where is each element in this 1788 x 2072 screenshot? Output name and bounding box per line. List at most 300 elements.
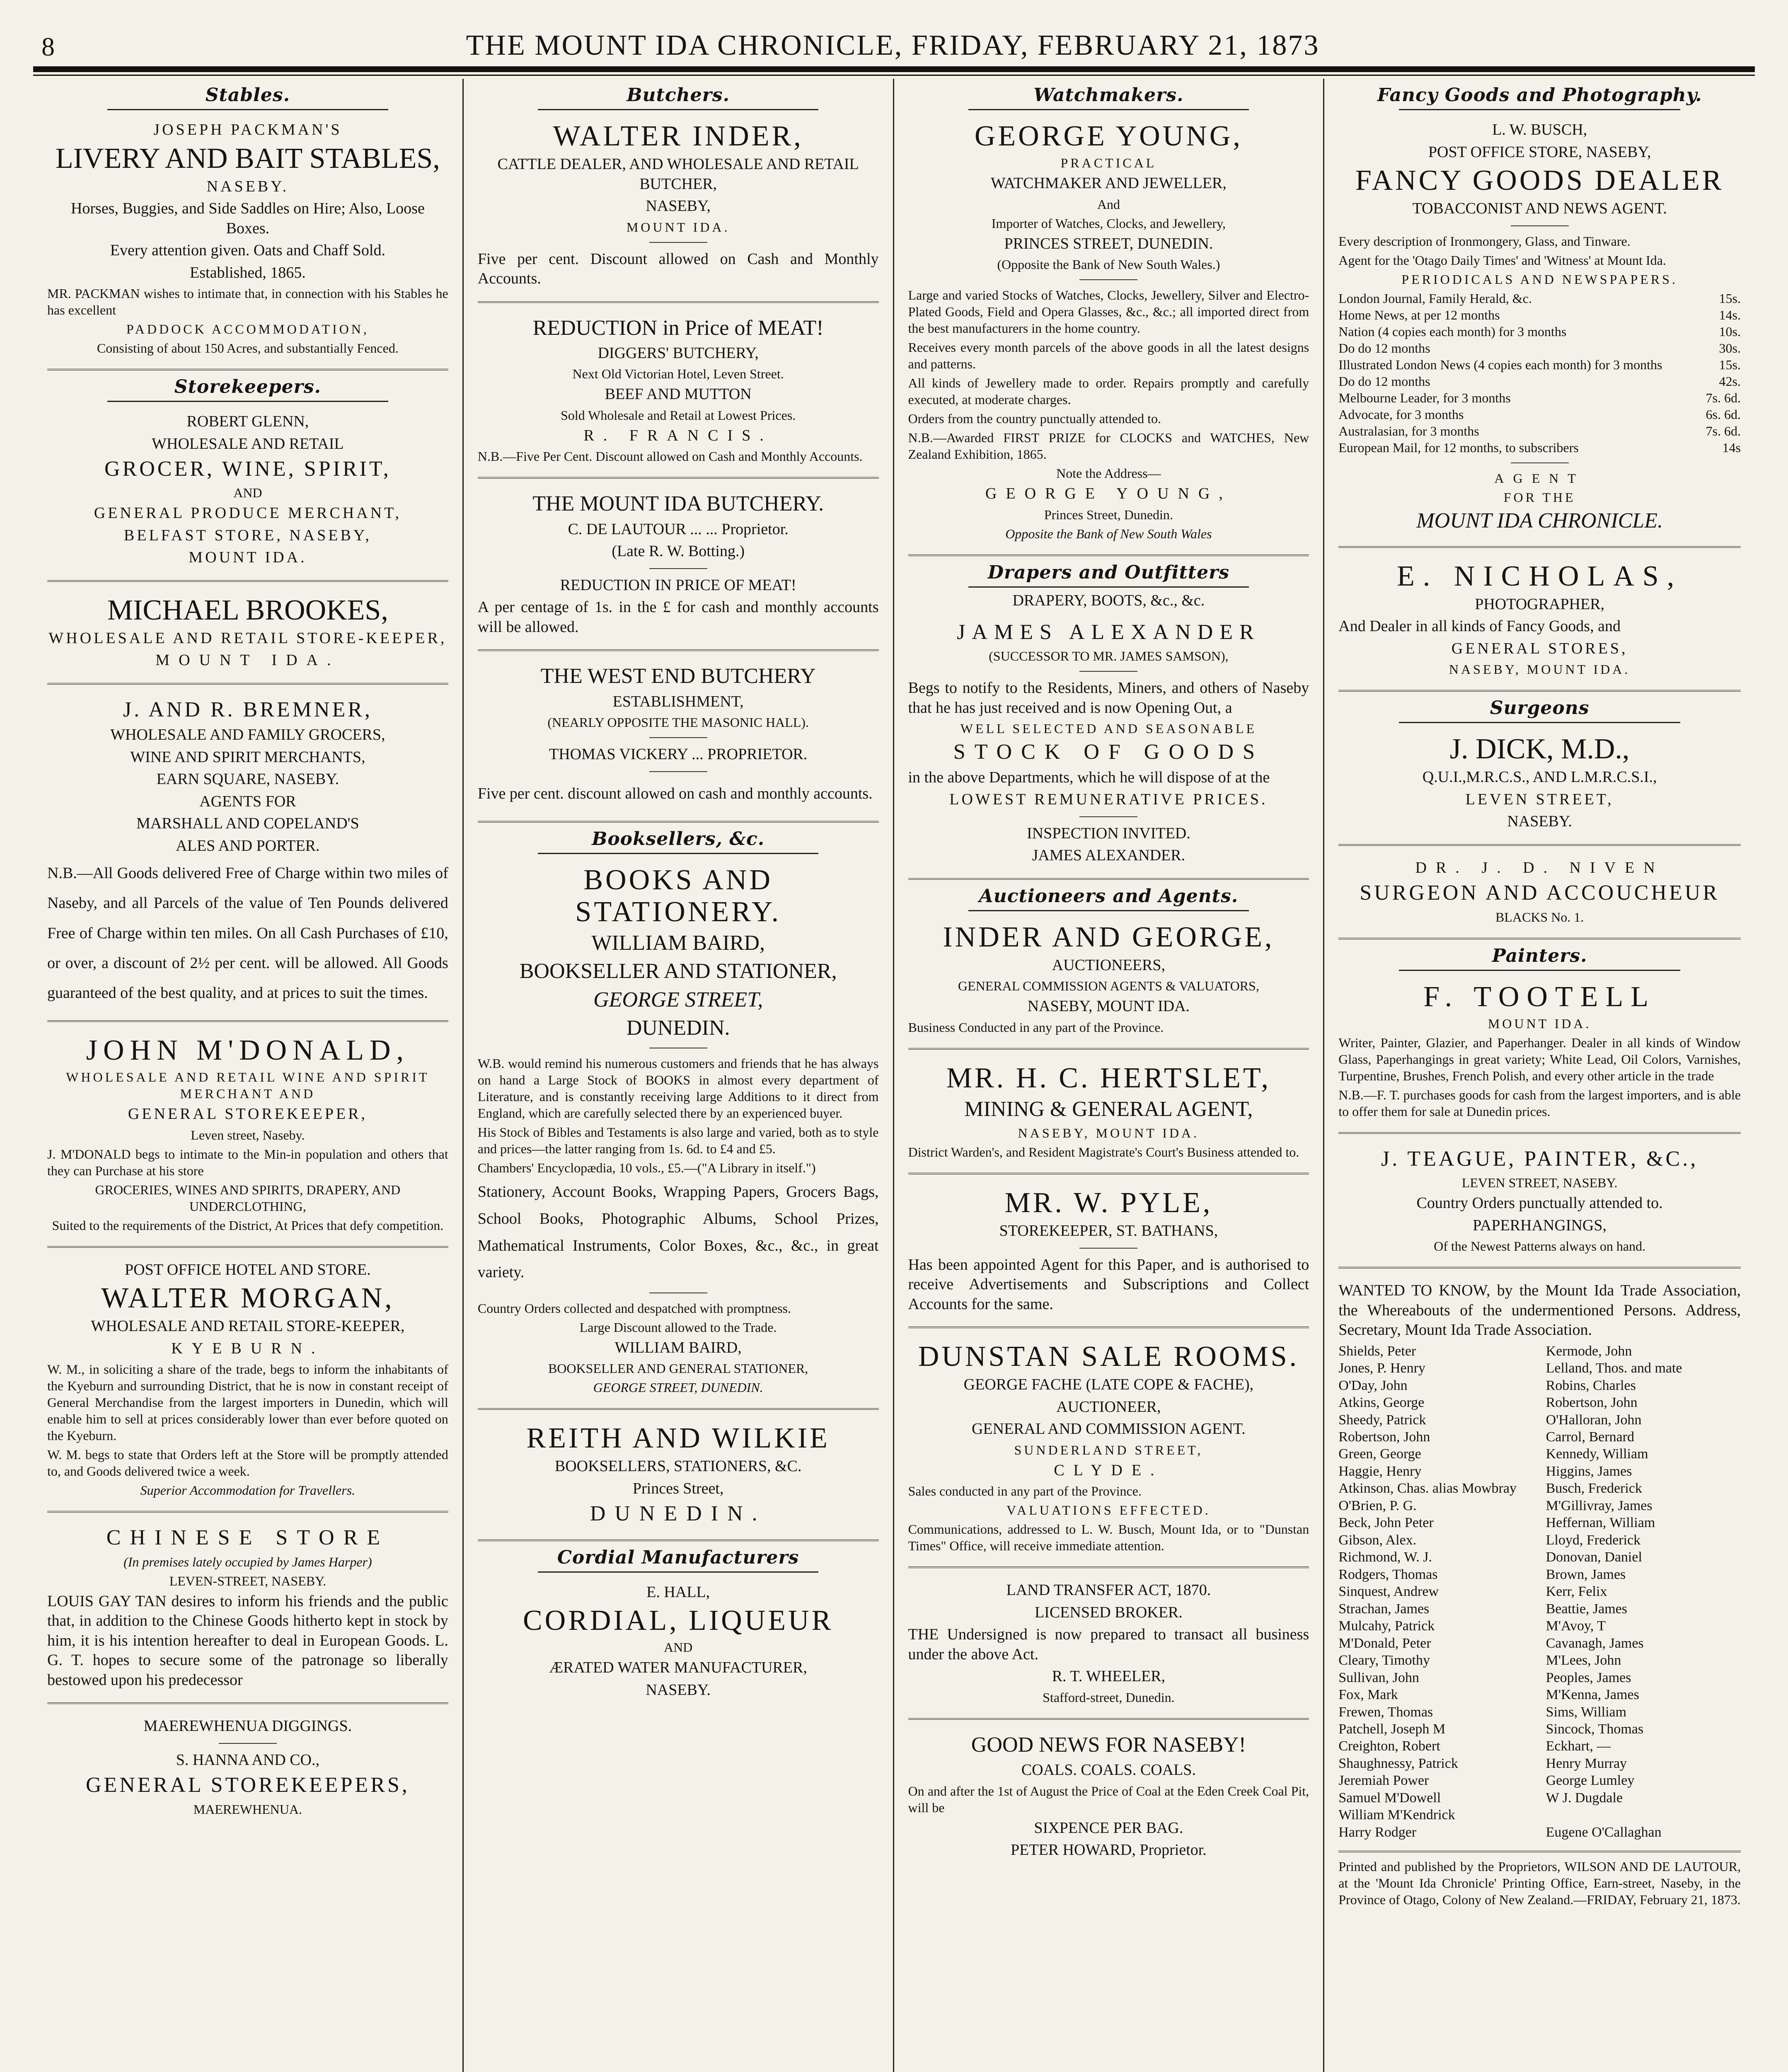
ad-heading: MR. H. C. HERTSLET, bbox=[946, 1062, 1271, 1094]
ad-heading: WALTER MORGAN, bbox=[101, 1282, 394, 1314]
ad-good-news bbox=[908, 1726, 1309, 1873]
price-row bbox=[1338, 356, 1741, 373]
wanted-name: Patchell, Joseph M bbox=[1338, 1721, 1446, 1737]
ad-line: BEEF AND MUTTON bbox=[605, 385, 752, 403]
wanted-name: George Lumley bbox=[1546, 1773, 1635, 1789]
ad-chinese-store bbox=[47, 1518, 448, 1704]
wanted-name: Eckhart, — bbox=[1546, 1738, 1611, 1754]
ad-line: AGENT bbox=[1494, 470, 1585, 486]
ad-mount-ida-butchery bbox=[478, 484, 879, 651]
price-item: Melbourne Leader, for 3 months bbox=[1338, 390, 1511, 405]
ad-hanna bbox=[47, 1710, 448, 1830]
ad-line: Importer of Watches, Clocks, and Jewellery, bbox=[991, 215, 1226, 231]
ad-line: Leven street, Naseby. bbox=[191, 1127, 305, 1143]
column-3 bbox=[894, 79, 1325, 2072]
divider bbox=[1511, 225, 1569, 226]
ad-line: AND bbox=[233, 485, 262, 501]
divider bbox=[649, 242, 707, 243]
ad-heading: J. TEAGUE, PAINTER, &C., bbox=[1381, 1147, 1698, 1171]
ad-glenn bbox=[47, 405, 448, 582]
ad-line: MOUNT IDA. bbox=[189, 549, 307, 566]
ad-line: COALS. COALS. COALS. bbox=[1021, 1761, 1196, 1779]
ad-line: KYEBURN. bbox=[171, 1339, 324, 1357]
wanted-name: O'Brien, P. G. bbox=[1338, 1498, 1417, 1513]
ad-brookes bbox=[47, 588, 448, 685]
wanted-name: Sincock, Thomas bbox=[1546, 1721, 1644, 1737]
wanted-name: Peoples, James bbox=[1546, 1670, 1631, 1685]
wanted-name: Eugene O'Callaghan bbox=[1546, 1824, 1662, 1840]
wanted-list-right bbox=[1546, 1343, 1741, 1841]
ad-line: THOMAS VICKERY ... PROPRIETOR. bbox=[549, 746, 808, 763]
ad-body: N.B.—Awarded FIRST PRIZE for CLOCKS and WATCHES, New Zealand Exhibition, 1865. bbox=[908, 430, 1309, 462]
ad-line: GEORGE STREET, bbox=[593, 988, 763, 1012]
wanted-name: Heffernan, William bbox=[1546, 1515, 1655, 1531]
wanted-name: M'Lees, John bbox=[1546, 1653, 1621, 1668]
ad-line: MOUNT IDA. bbox=[626, 219, 730, 235]
ad-heading: CORDIAL, LIQUEUR bbox=[523, 1605, 834, 1637]
ad-line: Next Old Victorian Hotel, Leven Street. bbox=[572, 366, 784, 382]
ad-inder-george bbox=[908, 915, 1309, 1050]
ad-line: EARN SQUARE, NASEBY. bbox=[156, 770, 339, 788]
ad-body: Writer, Painter, Glazier, and Paperhanger. Dealer in all kinds of Window Glass, Paperhangings in great variety; White Lead, Oil Colors, Varnishes, Turpentine, Brushes, French Polish, and every other article in the trade bbox=[1338, 1035, 1741, 1083]
ad-line: WELL SELECTED AND SEASONABLE bbox=[960, 721, 1257, 736]
price-value: 15s. bbox=[1719, 357, 1741, 372]
ad-line: Princes Street, bbox=[632, 1479, 724, 1497]
ad-line: FOR THE bbox=[1503, 489, 1576, 505]
ad-hall bbox=[478, 1576, 879, 1713]
ad-line: MAEREWHENUA DIGGINGS. bbox=[143, 1717, 352, 1735]
ad-line: BLACKS No. 1. bbox=[1495, 909, 1584, 925]
wanted-name: M'Avoy, T bbox=[1546, 1618, 1606, 1634]
imprint: Printed and published by the Proprietors, WILSON AND DE LAUTOUR, at the 'Mount Ida Chronicle' Printing Office, Earn-street, Naseby, in the Province of Otago, Colony of New Zealand.—FRIDAY, February 21, 1873. bbox=[1338, 1859, 1741, 1907]
ad-line: MAEREWHENUA. bbox=[193, 1801, 302, 1817]
ad-body: Business Conducted in any part of the Province. bbox=[908, 1019, 1164, 1035]
ad-west-end-butchery bbox=[478, 657, 879, 823]
ad-line: MOUNT IDA CHRONICLE. bbox=[1416, 508, 1663, 533]
ad-line: LAND TRANSFER ACT, 1870. bbox=[1006, 1581, 1211, 1599]
ad-heading: CHINESE STORE bbox=[106, 1526, 390, 1550]
ad-line: WILLIAM BAIRD, bbox=[591, 931, 765, 955]
ad-line: Consisting of about 150 Acres, and substantially Fenced. bbox=[97, 341, 399, 356]
ad-body: His Stock of Bibles and Testaments is also large and varied, both as to style and prices—the latter ranging from 1s. 6d. to £4 and £5. bbox=[477, 1125, 879, 1157]
ad-dunstan bbox=[908, 1334, 1309, 1568]
ad-line: WHOLESALE AND FAMILY GROCERS, bbox=[110, 726, 385, 744]
ad-line: (In premises lately occupied by James Harper) bbox=[123, 1554, 372, 1569]
ad-line: Opposite the Bank of New South Wales bbox=[1005, 526, 1212, 541]
ad-line: GENERAL PRODUCE MERCHANT, bbox=[94, 504, 402, 522]
ad-mcdonald bbox=[47, 1028, 448, 1248]
wanted-name: Creighton, Robert bbox=[1338, 1738, 1440, 1754]
column-2 bbox=[464, 79, 894, 2072]
wanted-name: Rodgers, Thomas bbox=[1338, 1566, 1438, 1582]
wanted-name: Donovan, Daniel bbox=[1546, 1549, 1642, 1565]
ad-line: PERIODICALS AND NEWSPAPERS. bbox=[1401, 271, 1678, 287]
wanted-name: Frewen, Thomas bbox=[1338, 1704, 1433, 1720]
ad-heading: JOHN M'DONALD, bbox=[86, 1034, 410, 1067]
wanted-name: Robins, Charles bbox=[1546, 1377, 1636, 1393]
ad-line: (Late R. W. Botting.) bbox=[612, 542, 745, 560]
ad-line: PETER HOWARD, Proprietor. bbox=[1010, 1841, 1207, 1859]
ad-line: LEVEN STREET, NASEBY. bbox=[1461, 1175, 1618, 1191]
wanted-name: Atkinson, Chas. alias Mowbray bbox=[1338, 1481, 1517, 1496]
ad-body: W. M. begs to state that Orders left at the Store will be promptly attended to, and Goods delivered twice a week. bbox=[47, 1447, 448, 1479]
ad-line: GENERAL COMMISSION AGENTS & VALUATORS, bbox=[958, 978, 1259, 994]
wanted-name: O'Day, John bbox=[1338, 1377, 1408, 1393]
wanted-name: Harry Rodger bbox=[1338, 1824, 1417, 1840]
ad-line: PADDOCK ACCOMMODATION, bbox=[126, 322, 369, 336]
wanted-list bbox=[1338, 1343, 1741, 1841]
price-value: 7s. 6d. bbox=[1706, 423, 1741, 438]
ad-line: Stafford-street, Dunedin. bbox=[1043, 1690, 1175, 1705]
wanted-name: Shields, Peter bbox=[1338, 1343, 1416, 1359]
wanted-name: Beck, John Peter bbox=[1338, 1515, 1434, 1531]
price-item: Do do 12 months bbox=[1338, 373, 1430, 389]
ad-line: CATTLE DEALER, AND WHOLESALE AND RETAIL BUTCHER, bbox=[497, 155, 859, 193]
ad-line: BOOKSELLER AND GENERAL STATIONER, bbox=[548, 1361, 808, 1376]
divider bbox=[649, 771, 707, 772]
wanted-name: Sheedy, Patrick bbox=[1338, 1412, 1426, 1428]
ad-line: Every attention given. Oats and Chaff Sold. bbox=[110, 242, 385, 259]
ad-line: WHOLESALE AND RETAIL bbox=[152, 435, 344, 453]
wanted-name: Shaughnessy, Patrick bbox=[1338, 1755, 1458, 1771]
ad-line: LICENSED BROKER. bbox=[1034, 1603, 1183, 1621]
ad-line: DRAPERY, BOOTS, &c., &c. bbox=[1012, 591, 1205, 609]
ad-body: W. M., in soliciting a share of the trade, begs to inform the inhabitants of the Kyeburn and surrounding District, that he is now in constant receipt of General Merchandise from the largest importers in Dunedin, which will enable him to sell at prices considerably lower than ever before quoted on the Kyeburn. bbox=[47, 1362, 448, 1443]
ad-line: AGENTS FOR bbox=[199, 792, 296, 810]
ad-busch bbox=[1338, 114, 1741, 548]
ad-heading: INDER AND GEORGE, bbox=[943, 921, 1275, 953]
ad-line: (Opposite the Bank of New South Wales.) bbox=[997, 257, 1220, 272]
ad-bremner bbox=[47, 690, 448, 1022]
divider bbox=[219, 1743, 277, 1744]
ad-heading: REITH AND WILKIE bbox=[526, 1422, 830, 1455]
price-row bbox=[1338, 373, 1741, 390]
section-heading: Fancy Goods and Photography. bbox=[1338, 85, 1741, 110]
ad-wanted-to-know bbox=[1338, 1274, 1741, 1852]
ad-morgan bbox=[47, 1254, 448, 1513]
ad-dick bbox=[1338, 726, 1741, 846]
section-heading: Cordial Manufacturers bbox=[478, 1547, 879, 1573]
ad-body: W.B. would remind his numerous customers and friends that he has always on hand a Large Stock of BOOKS in almost every department of Literature, and is constantly receiving large Additions to it direct from England, which are carefully selected there by an experienced buyer. bbox=[477, 1056, 879, 1121]
ad-pyle bbox=[908, 1180, 1309, 1328]
ad-line: SUNDERLAND STREET, bbox=[1014, 1442, 1203, 1457]
column-4 bbox=[1324, 79, 1755, 2072]
ad-body: WANTED TO KNOW, by the Mount Ida Trade Association, the Whereabouts of the undermentioned Persons. Address, Secretary, Mount Ida Trade Association. bbox=[1338, 1282, 1741, 1339]
ad-line: ALES AND PORTER. bbox=[176, 837, 320, 854]
ad-line: BOOKSELLER AND STATIONER, bbox=[519, 959, 837, 983]
ad-body: N.B.—All Goods delivered Free of Charge within two miles of Naseby, and all Parcels of the value of Ten Pounds delivered Free of Charge within ten miles. On all Cash Purchases of £10, or over, a discount of 2½ per cent. will be allowed. All Goods guaranteed of the best quality, and at prices to suit the times. bbox=[47, 864, 448, 1002]
ad-line: Large Discount allowed to the Trade. bbox=[579, 1319, 777, 1335]
wanted-name: Green, George bbox=[1338, 1446, 1421, 1462]
masthead bbox=[33, 0, 1755, 62]
ad-line: REDUCTION IN PRICE OF MEAT! bbox=[560, 576, 796, 594]
ad-body: N.B.—Five Per Cent. Discount allowed on Cash and Monthly Accounts. bbox=[477, 449, 863, 464]
ad-line: MINING & GENERAL AGENT, bbox=[964, 1097, 1253, 1121]
wanted-name: Jones, P. Henry bbox=[1338, 1360, 1425, 1376]
ad-line: MOUNT IDA. bbox=[155, 651, 340, 669]
wanted-name: Sullivan, John bbox=[1338, 1670, 1419, 1685]
ad-line: JAMES ALEXANDER. bbox=[1032, 847, 1186, 864]
ad-heading: GEORGE YOUNG, bbox=[974, 120, 1243, 152]
ad-body: Communications, addressed to L. W. Busch, Mount Ida, or to "Dunstan Times" Office, will receive immediate attention. bbox=[908, 1522, 1309, 1554]
divider bbox=[1079, 671, 1137, 672]
price-value: 14s bbox=[1722, 440, 1741, 455]
wanted-name: M'Kenna, James bbox=[1546, 1687, 1639, 1703]
ad-heading: REDUCTION in Price of MEAT! bbox=[532, 316, 824, 340]
ad-line: Horses, Buggies, and Side Saddles on Hire; Also, Loose Boxes. bbox=[70, 200, 425, 237]
ad-heading: JAMES ALEXANDER bbox=[957, 620, 1261, 644]
ad-line: GENERAL STORES, bbox=[1451, 639, 1628, 657]
wanted-name: Fox, Mark bbox=[1338, 1687, 1398, 1703]
ad-line: LEVEN STREET, bbox=[1465, 790, 1614, 808]
ad-heading: MICHAEL BROOKES, bbox=[107, 594, 388, 626]
ad-line: LOWEST REMUNERATIVE PRICES. bbox=[949, 791, 1268, 808]
ad-body: in the above Departments, which he will dispose of at the bbox=[908, 768, 1270, 786]
ad-niven bbox=[1338, 852, 1741, 939]
price-row bbox=[1338, 307, 1741, 323]
price-item: Home News, at per 12 months bbox=[1338, 307, 1500, 322]
price-value: 14s. bbox=[1719, 307, 1741, 322]
ad-line: JOSEPH PACKMAN'S bbox=[153, 121, 342, 138]
ad-line: GROCERIES, WINES AND SPIRITS, DRAPERY, AND UNDERCLOTHING, bbox=[95, 1182, 401, 1214]
section-heading: Auctioneers and Agents. bbox=[908, 886, 1309, 911]
price-item: London Journal, Family Herald, &c. bbox=[1338, 290, 1532, 306]
wanted-name: Sinquest, Andrew bbox=[1338, 1584, 1439, 1600]
price-item: European Mail, for 12 months, to subscribers bbox=[1338, 440, 1579, 455]
ad-line: STOREKEEPER, ST. BATHANS, bbox=[999, 1222, 1218, 1240]
ad-line: NASEBY, MOUNT IDA. bbox=[1018, 1126, 1200, 1141]
ad-line: ROBERT GLENN, bbox=[186, 413, 309, 430]
ad-body: And Dealer in all kinds of Fancy Goods, and bbox=[1338, 617, 1621, 635]
ad-line: MARSHALL AND COPELAND'S bbox=[136, 815, 359, 833]
ad-line: PAPERHANGINGS, bbox=[1473, 1216, 1607, 1234]
wanted-name: Cavanagh, James bbox=[1546, 1635, 1644, 1651]
ad-line: Princes Street, Dunedin. bbox=[1044, 507, 1173, 522]
columns bbox=[33, 79, 1755, 2072]
ad-line: Established, 1865. bbox=[190, 264, 306, 281]
ad-line: Sold Wholesale and Retail at Lowest Prices. bbox=[560, 407, 796, 423]
ad-line: NASEBY, bbox=[646, 197, 711, 215]
ad-heading: GROCER, WINE, SPIRIT, bbox=[104, 457, 391, 481]
ad-teague bbox=[1338, 1140, 1741, 1268]
price-value: 10s. bbox=[1719, 324, 1741, 339]
divider bbox=[1079, 1248, 1137, 1249]
wanted-name: Kermode, John bbox=[1546, 1343, 1632, 1359]
ad-line: SIXPENCE PER BAG. bbox=[1034, 1819, 1183, 1837]
ad-line: STOCK OF GOODS bbox=[953, 740, 1264, 764]
section-heading: Stables. bbox=[47, 85, 448, 110]
ad-body: Five per cent. Discount allowed on Cash and Monthly Accounts. bbox=[477, 250, 879, 287]
divider bbox=[649, 568, 707, 569]
ad-heading: J. AND R. BREMNER, bbox=[123, 697, 373, 721]
price-item: Nation (4 copies each month) for 3 months bbox=[1338, 324, 1567, 339]
ad-line: WHOLESALE AND RETAIL WINE AND SPIRIT MERCHANT AND bbox=[66, 1070, 430, 1101]
ad-line: WHOLESALE AND RETAIL STORE-KEEPER, bbox=[48, 629, 447, 647]
ad-body: Has been appointed Agent for this Paper, and is authorised to receive Advertisements and Subscriptions and Collect Accounts for the same. bbox=[908, 1256, 1309, 1313]
ad-heading: GOOD NEWS FOR NASEBY! bbox=[971, 1733, 1246, 1757]
price-item: Advocate, for 3 months bbox=[1338, 407, 1464, 422]
wanted-name: Robertson, John bbox=[1546, 1395, 1638, 1411]
ad-line: WINE AND SPIRIT MERCHANTS, bbox=[130, 748, 365, 766]
section-heading: Surgeons bbox=[1338, 697, 1741, 723]
ad-heading: DUNSTAN SALE ROOMS. bbox=[918, 1341, 1299, 1373]
ad-line: GEORGE FACHE (LATE COPE & FACHE), bbox=[963, 1376, 1254, 1394]
ad-young bbox=[908, 114, 1309, 556]
ad-tootell bbox=[1338, 974, 1741, 1134]
ad-line: TOBACCONIST AND NEWS AGENT. bbox=[1412, 200, 1667, 217]
ad-body: On and after the 1st of August the Price of Coal at the Eden Creek Coal Pit, will be bbox=[908, 1783, 1309, 1815]
ad-line: POST OFFICE STORE, NASEBY, bbox=[1428, 143, 1651, 161]
ad-line: AND bbox=[663, 1640, 693, 1655]
ad-line: GENERAL STOREKEEPER, bbox=[128, 1105, 368, 1123]
ad-heading: THE WEST END BUTCHERY bbox=[540, 664, 816, 688]
wanted-name: W J. Dugdale bbox=[1546, 1790, 1623, 1806]
divider bbox=[1079, 816, 1137, 817]
price-list bbox=[1338, 290, 1741, 456]
price-row bbox=[1338, 290, 1741, 307]
ad-body: Sales conducted in any part of the Province. bbox=[908, 1484, 1142, 1499]
divider bbox=[1511, 462, 1569, 463]
wanted-name: Strachan, James bbox=[1338, 1601, 1430, 1617]
ad-line: AUCTIONEERS, bbox=[1052, 956, 1166, 974]
ad-reith-wilkie bbox=[478, 1416, 879, 1541]
wanted-name: Richmond, W. J. bbox=[1338, 1549, 1432, 1565]
ad-body: Five per cent. discount allowed on cash and monthly accounts. bbox=[477, 784, 873, 802]
ad-line: NASEBY. bbox=[1507, 813, 1572, 830]
ad-alexander bbox=[908, 613, 1309, 880]
ad-line: NASEBY. bbox=[646, 1681, 711, 1699]
ad-heading: THE MOUNT IDA BUTCHERY. bbox=[532, 492, 824, 516]
price-item: Illustrated London News (4 copies each month) for 3 months bbox=[1338, 357, 1662, 372]
price-item: Do do 12 months bbox=[1338, 340, 1430, 356]
ad-line: POST OFFICE HOTEL AND STORE. bbox=[125, 1261, 371, 1278]
wanted-name: M'Donald, Peter bbox=[1338, 1635, 1431, 1651]
ad-line: WILLIAM BAIRD, bbox=[615, 1339, 742, 1356]
wanted-name: Robertson, John bbox=[1338, 1429, 1430, 1445]
ad-packman bbox=[47, 114, 448, 370]
ad-line: WHOLESALE AND RETAIL STORE-KEEPER, bbox=[91, 1317, 405, 1335]
ad-line: NASEBY, MOUNT IDA. bbox=[1449, 662, 1631, 677]
masthead-rule bbox=[33, 66, 1755, 72]
ad-line: VALUATIONS EFFECTED. bbox=[1006, 1503, 1211, 1518]
wanted-name: Lloyd, Frederick bbox=[1546, 1532, 1641, 1548]
ad-line: Country Orders punctually attended to. bbox=[1416, 1194, 1663, 1212]
ad-line: AUCTIONEER, bbox=[1056, 1398, 1161, 1416]
wanted-name: Haggie, Henry bbox=[1338, 1463, 1422, 1479]
wanted-name: Jeremiah Power bbox=[1338, 1773, 1429, 1789]
ad-line: INSPECTION INVITED. bbox=[1027, 824, 1190, 842]
ad-body: Stationery, Account Books, Wrapping Papers, Grocers Bags, School Books, Photographic Albums, School Prizes, Mathematical Instruments, Color Boxes, &c., &c., in great variety. bbox=[477, 1183, 879, 1281]
ad-body: Country Orders collected and despatched with promptness. bbox=[477, 1300, 791, 1316]
wanted-name: Kerr, Felix bbox=[1546, 1584, 1607, 1600]
ad-line: GEORGE STREET, DUNEDIN. bbox=[593, 1380, 763, 1395]
ad-line: LEVEN-STREET, NASEBY. bbox=[169, 1573, 327, 1588]
price-value: 42s. bbox=[1719, 373, 1741, 389]
ad-line: S. HANNA AND CO., bbox=[176, 1751, 320, 1769]
ad-body: LOUIS GAY TAN desires to inform his friends and the public that, in addition to the Chinese Goods hitherto kept in stock by him, it is his intention hereafter to deal in European Goods. L. G. T. hopes to secure some of the patronage so liberally bestowed upon his predecessor bbox=[47, 1592, 448, 1689]
ad-hertslet bbox=[908, 1055, 1309, 1174]
ad-line: PHOTOGRAPHER, bbox=[1475, 595, 1605, 613]
wanted-name: O'Halloran, John bbox=[1546, 1412, 1642, 1428]
wanted-name: Mulcahy, Patrick bbox=[1338, 1618, 1435, 1634]
ad-line: (SUCCESSOR TO MR. JAMES SAMSON), bbox=[989, 649, 1229, 664]
ad-heading: E. NICHOLAS, bbox=[1397, 560, 1683, 592]
ad-heading: LIVERY AND BAIT STABLES, bbox=[55, 142, 440, 174]
divider bbox=[1079, 279, 1137, 280]
ad-line: PRACTICAL bbox=[1060, 155, 1157, 170]
ad-line: Q.U.I.,M.R.C.S., AND L.M.R.C.S.I., bbox=[1422, 768, 1657, 786]
ad-line: GENERAL AND COMMISSION AGENT. bbox=[971, 1420, 1246, 1438]
ad-line: CLYDE. bbox=[1054, 1461, 1164, 1479]
ad-heading: SURGEON AND ACCOUCHEUR bbox=[1360, 881, 1720, 905]
ad-heading: F. TOOTELL bbox=[1423, 980, 1656, 1013]
ad-line: DUNEDIN. bbox=[626, 1016, 730, 1040]
wanted-name: Atkins, George bbox=[1338, 1395, 1425, 1411]
ad-body: Agent for the 'Otago Daily Times' and 'Witness' at Mount Ida. bbox=[1338, 252, 1666, 268]
ad-heading: J. DICK, M.D., bbox=[1449, 733, 1630, 765]
page-title: THE MOUNT IDA CHRONICLE, FRIDAY, FEBRUARY 21, 1873 bbox=[466, 29, 1320, 61]
divider bbox=[649, 737, 707, 738]
ad-body: N.B.—F. T. purchases goods for cash from the largest importers, and is able to offer them for sale at Dunedin prices. bbox=[1338, 1087, 1741, 1119]
price-row bbox=[1338, 390, 1741, 406]
wanted-name bbox=[1546, 1806, 1741, 1823]
ad-line: PRINCES STREET, DUNEDIN. bbox=[1004, 235, 1213, 252]
ad-heading: WALTER INDER, bbox=[553, 120, 803, 152]
ad-nicholas bbox=[1338, 554, 1741, 692]
ad-body: Every description of Ironmongery, Glass, and Tinware. bbox=[1338, 233, 1631, 249]
wanted-name: Cleary, Timothy bbox=[1338, 1653, 1430, 1668]
ad-body: A per centage of 1s. in the £ for cash and monthly accounts will be allowed. bbox=[477, 598, 879, 636]
ad-body: MR. PACKMAN wishes to intimate that, in connection with his Stables he has excellent bbox=[47, 286, 448, 317]
ad-line: BOOKSELLERS, STATIONERS, &C. bbox=[554, 1457, 802, 1475]
wanted-name: Lelland, Thos. and mate bbox=[1546, 1360, 1682, 1376]
masthead-rule-thin bbox=[33, 75, 1755, 76]
ad-line: WATCHMAKER AND JEWELLER, bbox=[990, 174, 1227, 192]
ad-line: And bbox=[1097, 196, 1120, 212]
price-row bbox=[1338, 423, 1741, 439]
ad-body: THE Undersigned is now prepared to transact all business under the above Act. bbox=[908, 1626, 1309, 1663]
ad-heading: MR. W. PYLE, bbox=[1004, 1187, 1213, 1219]
price-row bbox=[1338, 439, 1741, 456]
section-heading: Booksellers, &c. bbox=[478, 828, 879, 854]
ad-body: Orders from the country punctually attended to. bbox=[908, 411, 1161, 426]
ad-line: NASEBY, MOUNT IDA. bbox=[1027, 997, 1190, 1015]
section-heading: Painters. bbox=[1338, 945, 1741, 971]
ad-body: All kinds of Jewellery made to order. Repairs promptly and carefully executed, at moderate charges. bbox=[908, 375, 1309, 407]
ad-baird bbox=[478, 857, 879, 1410]
wanted-name: Beattie, James bbox=[1546, 1601, 1628, 1617]
wanted-name: Samuel M'Dowell bbox=[1338, 1790, 1441, 1806]
wanted-name: Gibson, Alex. bbox=[1338, 1532, 1417, 1548]
ad-line: DUNEDIN. bbox=[590, 1502, 767, 1526]
ad-heading: FANCY GOODS DEALER bbox=[1355, 165, 1724, 196]
ad-line: DIGGERS' BUTCHERY, bbox=[598, 344, 759, 362]
ad-line: Of the Newest Patterns always on hand. bbox=[1434, 1239, 1646, 1254]
price-row bbox=[1338, 406, 1741, 423]
ad-line: C. DE LAUTOUR ... ... Proprietor. bbox=[568, 520, 789, 538]
price-value: 30s. bbox=[1719, 340, 1741, 356]
wanted-name: M'Gillivray, James bbox=[1546, 1498, 1653, 1513]
section-heading: Watchmakers. bbox=[908, 85, 1309, 110]
ad-line: L. W. BUSCH, bbox=[1492, 121, 1587, 138]
ad-body: Large and varied Stocks of Watches, Clocks, Jewellery, Silver and Electro-Plated Goods, Field and Opera Glasses, &c., &c.; all imported direct from the best manufacturers in the home country. bbox=[908, 288, 1309, 336]
ad-line: DR. J. D. NIVEN bbox=[1415, 859, 1664, 876]
ad-line: NASEBY. bbox=[206, 177, 289, 195]
ad-inder bbox=[478, 114, 879, 303]
ad-land-transfer bbox=[908, 1574, 1309, 1720]
price-row bbox=[1338, 323, 1741, 340]
ad-line: MOUNT IDA. bbox=[1488, 1016, 1592, 1031]
